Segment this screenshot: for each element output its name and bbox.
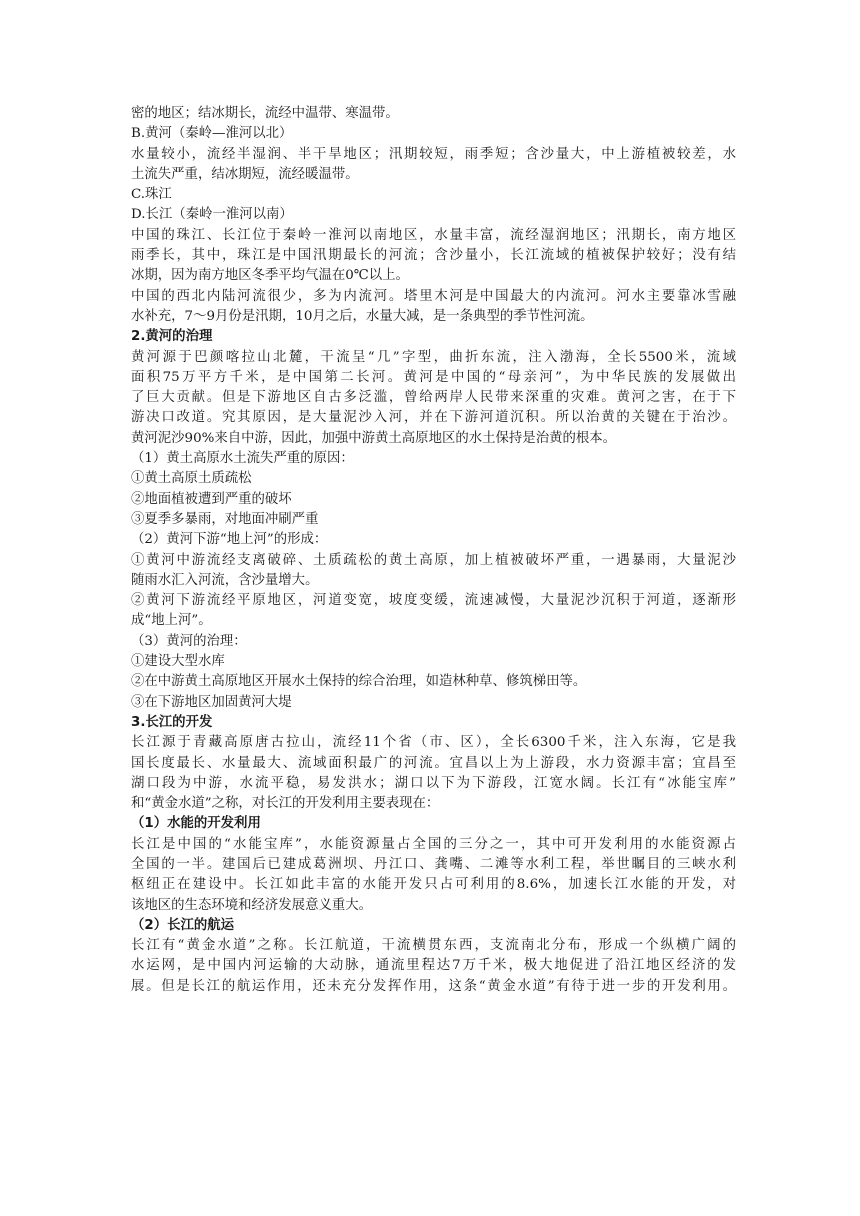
text-line: 游决口改道。究其原因，是大量泥沙入河，并在下游河道沉积。所以治黄的关键在于治沙。	[131, 410, 736, 426]
text-line: （2）黄河下游“地上河”的形成：	[131, 532, 328, 548]
text-line: 湖口段为中游，水流平稳，易发洪水；湖口以下为下游段，江宽水阔。长江有“冰能宝库”	[131, 775, 736, 791]
text-line: ②在中游黄土高原地区开展水土保持的综合治理，如造林种草、修筑梯田等。	[131, 674, 587, 690]
section-heading: （1）水能的开发利用	[131, 816, 261, 832]
text-line: 枢纽正在建设中。长江如此丰富的水能开发只占可利用的8.6%，加速长江水能的开发，对	[131, 877, 736, 893]
text-line: ②地面植被遭到严重的破坏	[131, 491, 292, 507]
text-line: 长江有“黄金水道”之称。长江航道，干流横贯东西，支流南北分布，形成一个纵横广阔的	[131, 938, 736, 954]
text-line: 水补充，7～9月份是汛期，10月之后，水量大减，是一条典型的季节性河流。	[131, 308, 594, 324]
text-line: 中国的珠江、长江位于秦岭一淮河以南地区，水量丰富，流经湿润地区；汛期长，南方地区	[131, 227, 736, 243]
text-line: （3）黄河的治理：	[131, 633, 247, 649]
text-line: ①黄土高原土质疏松	[131, 471, 252, 487]
text-line: 国长度最长、水量最大、流域面积最广的河流。宜昌以上为上游段，水力资源丰富；宜昌至	[131, 755, 736, 771]
text-line: 水运网，是中国内河运输的大动脉，通流里程达7万千米，极大地促进了沿江地区经济的发	[131, 958, 736, 974]
text-line: 土流失严重，结冰期短，流经暖温带。	[131, 166, 359, 182]
text-line: 密的地区；结冰期长，流经中温带、寒温带。	[131, 106, 399, 121]
text-line: 全国的一半。建国后已建成葛洲坝、丹江口、龚嘴、二滩等水利工程，举世瞩目的三峡水利	[131, 856, 736, 872]
text-line: 黄河泥沙90%来自中游，因此，加强中游黄土高原地区的水土保持是治黄的根本。	[131, 430, 617, 446]
text-line: 和“黄金水道”之称，对长江的开发利用主要表现在：	[131, 796, 440, 812]
text-line: ①黄河中游流经支离破碎、土质疏松的黄土高原，加上植被破坏严重，一遇暴雨，大量泥沙	[131, 552, 736, 568]
text-line: 面积75万平方千米，是中国第二长河。黄河是中国的“母亲河”，为中华民族的发展做出	[131, 369, 736, 385]
text-line: 冰期，因为南方地区冬季平均气温在0℃以上。	[131, 268, 409, 284]
text-line: 成“地上河”。	[131, 613, 212, 629]
text-line: 随雨水汇入河流，含沙量增大。	[131, 572, 319, 588]
text-line: 该地区的生态环境和经济发展意义重大。	[131, 897, 373, 913]
text-line: 展。但是长江的航运作用，还未充分发挥作用，这条“黄金水道”有待于进一步的开发利用。	[131, 978, 736, 994]
text-line: 水量较小，流经半湿润、半干旱地区；汛期较短，雨季短；含沙量大，中上游植被较差，水	[131, 146, 736, 162]
text-line: 长江是中国的“水能宝库”，水能资源量占全国的三分之一，其中可开发利用的水能资源占	[131, 836, 736, 852]
text-line: ③在下游地区加固黄河大堤	[131, 694, 292, 710]
text-line: D.长江（秦岭一淮河以南）	[131, 207, 293, 223]
text-line: （1）黄土高原水土流失严重的原因：	[131, 451, 354, 467]
text-line: ③夏季多暴雨，对地面冲刷严重	[131, 511, 319, 527]
text-line: 长江源于青藏高原唐古拉山，流经11个省（市、区），全长6300千米，注入东海，它是我	[131, 735, 736, 751]
section-heading: 2.黄河的治理	[131, 329, 213, 345]
text-line: ②黄河下游流经平原地区，河道变宽，坡度变缓，流速减慢，大量泥沙沉积于河道，逐渐形	[131, 593, 736, 609]
text-line: 黄河源于巴颜喀拉山北麓，干流呈“几”字型，曲折东流，注入渤海，全长5500米，流域	[131, 349, 736, 365]
document-page	[131, 104, 736, 997]
text-line: 了巨大贡献。但是下游地区自古多泛滥，曾给两岸人民带来深重的灾难。黄河之害，在于下	[131, 390, 736, 406]
section-heading: 3.长江的开发	[131, 714, 213, 730]
text-line: B.黄河（秦岭—淮河以北）	[131, 126, 293, 142]
section-heading: （2）长江的航运	[131, 917, 235, 933]
text-line: C.珠江	[131, 187, 172, 203]
text-line: ①建设大型水库	[131, 654, 225, 670]
text-line: 中国的西北内陆河流很少，多为内流河。塔里木河是中国最大的内流河。河水主要靠冰雪融	[131, 288, 736, 304]
text-line: 雨季长，其中，珠江是中国汛期最长的河流；含沙量小，长江流域的植被保护较好；没有结	[131, 248, 736, 264]
